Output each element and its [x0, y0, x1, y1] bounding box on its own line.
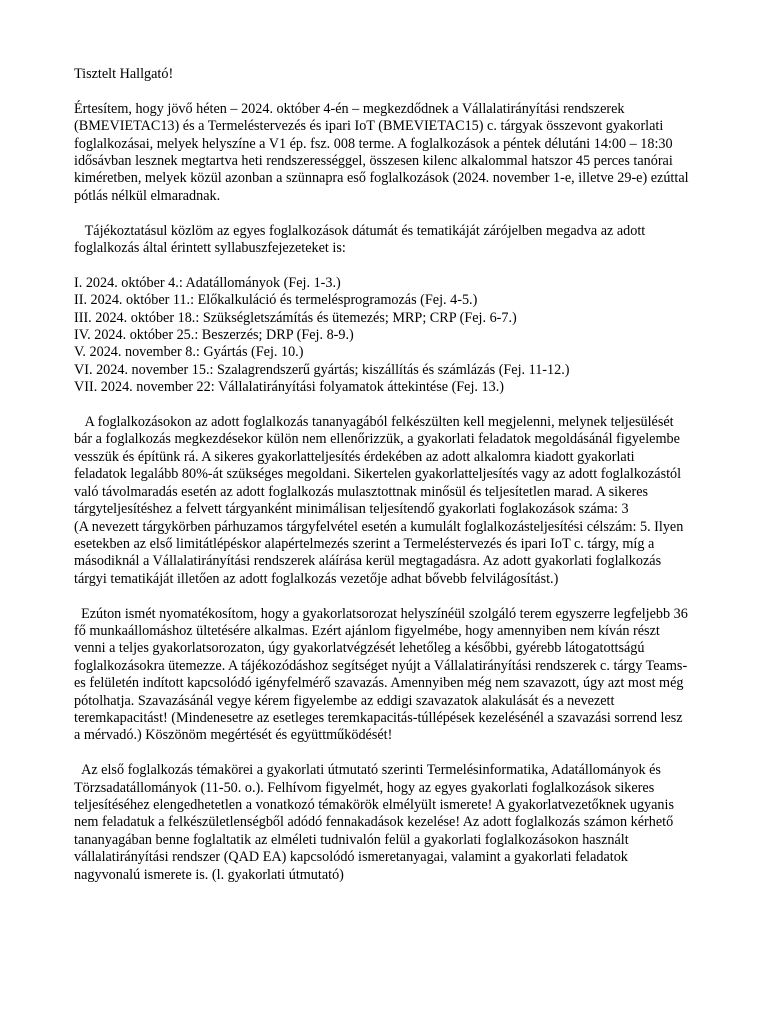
schedule-item: I. 2024. október 4.: Adatállományok (Fej. 1-3.) [74, 274, 341, 291]
paragraph-room-capacity: Ezúton ismét nyomatékosítom, hogy a gyakorlatsorozat helyszínéül szolgáló terem egyszerre legfeljebb 36 fő munkaállomáshoz ültetésére alkalmas. Ezért ajánlom figyelmébe, hogy amennyiben nem kíván részt venni a teljes gyakorlatsorozaton, úgy gyakorlatvégzését lehetőleg a későbbi, gyérebb látogatottságú foglalkozásokra ütemezze. A tájékozódáshoz segítséget nyújt a Vállalatirányítási rendszerek c. tárgy Teams-es felületén indított kapcsolódó igényfelmérő szavazás. Amennyiben még nem szavazott, úgy azt most még pótolhatja. Szavazásánál vegye kérem figyelembe az eddigi szavazatok alakulását és a nevezett teremkapacitást! (Mindenesetre az esetleges teremkapacitás-túllépések kezelésénél a szavazási sorrend lesz a mérvadó.) Köszönöm megértését és együttműködését! [74, 605, 692, 744]
paragraph-first-session: Az első foglalkozás témakörei a gyakorlati útmutató szerinti Termelésinformatika, Adatállományok és Törzsadatállományok (11-50. o.). Felhívom figyelmét, hogy az egyes gyakorlati foglalkozások sikeres teljesítéséhez elengedhetetlen a vonatkozó témakörök elmélyült ismerete! A gyakorlatvezetőknek ugyanis nem feladatuk a felkészületlenségből adódó fennakadások kezelése! Az adott foglalkozás számon kérhető tananyagában benne foglaltatik az elméleti tudnivalón felül a gyakorlati foglalkozásokon használt vállalatirányítási rendszer (QAD EA) kapcsolódó ismeretanyagai, valamint a gyakorlati feladatok nagyvonalú ismerete is. (l. gyakorlati útmutató) [74, 762, 678, 883]
schedule-item: II. 2024. október 11.: Előkalkuláció és termelésprogramozás (Fej. 4-5.) [74, 292, 478, 309]
schedule-item: V. 2024. november 8.: Gyártás (Fej. 10.) [74, 344, 304, 361]
document-body [74, 66, 690, 884]
schedule-item: IV. 2024. október 25.: Beszerzés; DRP (Fej. 8-9.) [74, 327, 354, 344]
blank-line [74, 397, 690, 414]
paragraph-announcement: Értesítem, hogy jövő héten – 2024. október 4-én – megkezdődnek a Vállalatirányítási rendszerek (BMEVIETAC13) és a Termeléstervezés és ipari IoT (BMEVIETAC15) c. tárgyak összevont gyakorlati foglalkozásai, melyek helyszíne a V1 ép. fsz. 008 terme. A foglalkozások a péntek délutáni 14:00 – 18:30 idősávban lesznek megtartva heti rendszerességgel, összesen kilenc alkalommal hatszor 45 perces tanórai kiméretben, melyek közül azonban a szünnapra eső foglalkozások (2024. november 1-e, illetve 29-e) ezúttal pótlás nélkül elmaradnak. [74, 100, 689, 204]
blank-line [74, 205, 690, 222]
blank-line [74, 83, 690, 100]
paragraph-requirements-note: (A nevezett tárgykörben párhuzamos tárgyfelvétel esetén a kumulált foglalkozásteljesítési célszám: 5. Ilyen esetekben az első limitátlépéskor alapértelmezés szerint a Termeléstervezés és ipari IoT c. tárgy, míg a másodiknál a Vállalatirányítási rendszerek aláírása kerül megtagadásra. Az adott gyakorlati foglalkozás tárgyi tematikáját illetően az adott foglalkozás vezetője adhat bővebb felvilágosítást.) [74, 518, 684, 587]
paragraph-schedule-intro: Tájékoztatásul közlöm az egyes foglalkozások dátumát és tematikáját zárójelben megadva az adott foglalkozás által érintett syllabuszfejezeteket is: [74, 222, 649, 257]
schedule-list [74, 275, 690, 397]
schedule-item: VII. 2024. november 22: Vállalatirányítási folyamatok áttekintése (Fej. 13.) [74, 379, 504, 396]
schedule-item: III. 2024. október 18.: Szükségletszámítás és ütemezés; MRP; CRP (Fej. 6-7.) [74, 309, 517, 326]
greeting: Tisztelt Hallgató! [74, 66, 174, 82]
blank-line [74, 257, 690, 274]
schedule-item: VI. 2024. november 15.: Szalagrendszerű gyártás; kiszállítás és számlázás (Fej. 11-12.) [74, 361, 570, 378]
blank-line [74, 745, 690, 762]
blank-line [74, 588, 690, 605]
paragraph-requirements: A foglalkozásokon az adott foglalkozás tananyagából felkészülten kell megjelenni, melynek teljesülését bár a foglalkozás megkezdésekor külön nem ellenőrizzük, a gyakorlati feladatok megoldásánál figyelembe vesszük és építünk rá. A sikeres gyakorlatteljesítés érdekében az adott alkalomra kiadott gyakorlati feladatok legalább 80%-át szükséges megoldani. Sikertelen gyakorlatteljesítés vagy az adott foglalkozástól való távolmaradás esetén az adott foglalkozás mulasztottnak minősül és teljesítetlen marad. A sikeres tárgyteljesítéshez a felvett tárgyanként minimálisan teljesítendő gyakorlati foglakozások száma: 3 [74, 414, 685, 518]
